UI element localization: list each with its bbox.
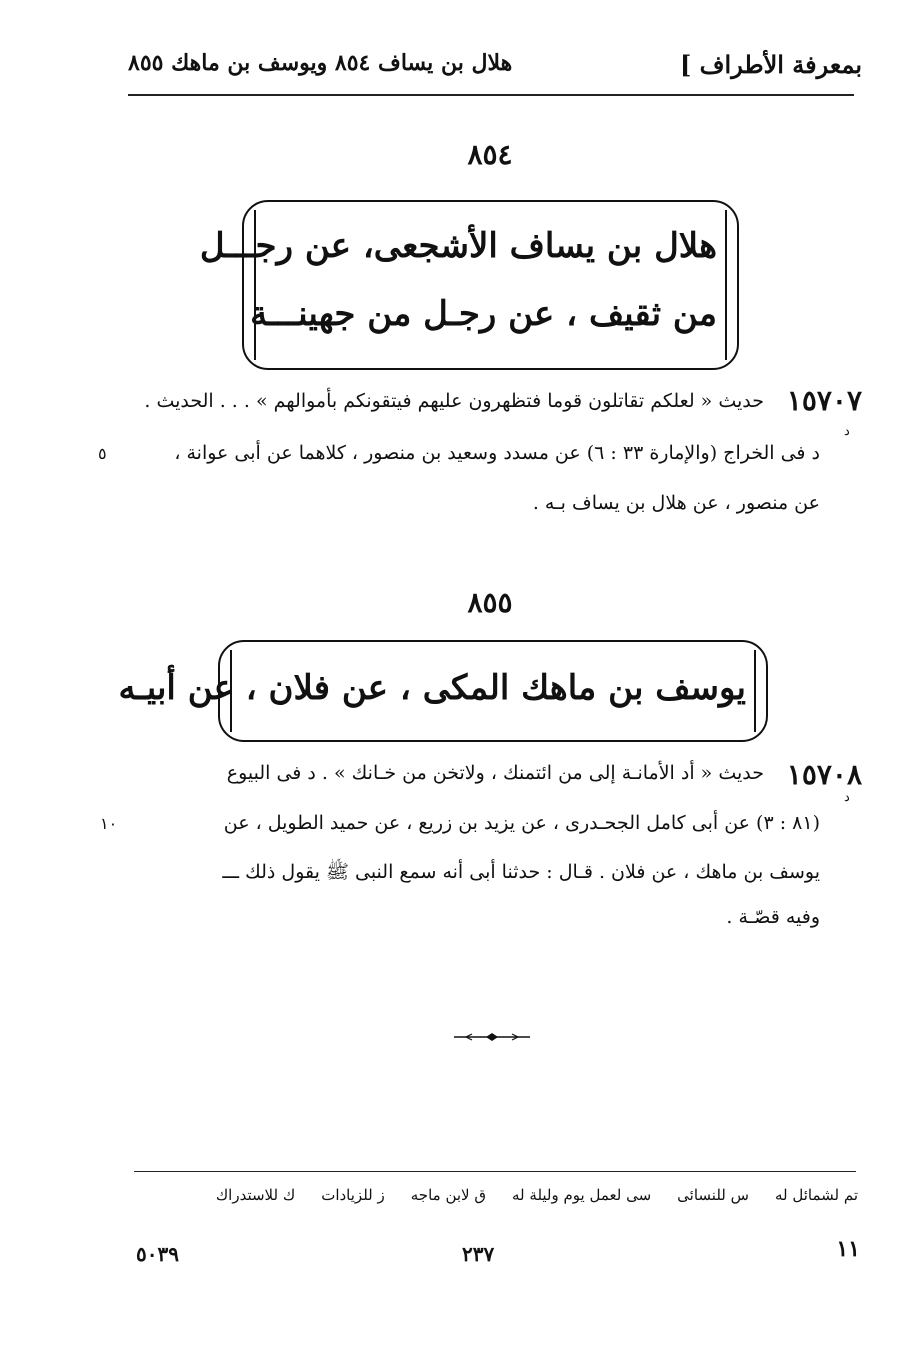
hadith-siglum: د [844,790,850,805]
narrator-line: هلال بن يساف الأشجعى، عن رجـــل [199,226,717,266]
hadith-text-line: د فى الخراج (والإمارة ٣٣ : ٦) عن مسدد وسعيد بن منصور ، كلاهما عن أبى عوانة ، [174,442,820,464]
running-count: ٥٠٣٩ [136,1242,179,1266]
siglum-entry: ز للزيادات [321,1186,385,1204]
line-number-marker: ٥ [98,444,107,463]
narrator-box [199,200,739,370]
footer-rule [134,1171,856,1172]
siglum-entry: سى لعمل يوم وليلة له [512,1186,652,1204]
hadith-text-line: عن منصور ، عن هلال بن يساف بـه . [532,492,820,514]
narrator-box [118,640,768,742]
running-header-title: بمعرفة الأطراف ] [679,50,862,79]
hadith-text-line: حديث « أد الأمانـة إلى من ائتمنك ، ولاتخن من خـانك » . د فى البيوع [226,762,764,784]
narrator-line: يوسف بن ماهك المكى ، عن فلان ، عن أبيـه [118,668,746,708]
hadith-number: ١٥٧٠٧ [786,384,862,417]
volume-number: ١١ [836,1236,860,1262]
siglum-entry: س للنسائى [677,1186,749,1204]
hadith-text-line: (٨١ : ٣) عن أبى كامل الجحـدرى ، عن يزيد بن زريع ، عن حميد الطويل ، عن [223,812,820,834]
line-number-marker: ١٠ [100,814,118,833]
narrator-line: من ثقيف ، عن رجـل من جهينـــة [250,294,717,334]
header-rule [128,94,854,96]
hadith-text-line: وفيه قصّـة . [726,906,820,928]
ornament-divider-icon [452,1030,532,1044]
section-number: ٨٥٥ [467,586,513,619]
siglum-entry: ك للاستدراك [215,1186,296,1204]
section-number: ٨٥٤ [467,138,513,171]
siglum-entry: تم لشمائل له [774,1186,858,1204]
running-header-entries: هلال بن يساف ٨٥٤ ويوسف بن ماهك ٨٥٥ [128,50,513,76]
siglum-entry: ق لابن ماجه [410,1186,487,1204]
hadith-siglum: د [844,424,850,439]
hadith-text-line: يوسف بن ماهك ، عن فلان . قـال : حدثنا أبى أنه سمع النبى ﷺ يقول ذلك ـــ [222,861,820,883]
hadith-text-line: حديث « لعلكم تقاتلون قوما فتظهرون عليهم فيتقونكم بأموالهم » . . . الحديث . [144,390,764,412]
sigla-key [216,1186,858,1204]
page-number: ٢٣٧ [462,1242,495,1266]
hadith-number: ١٥٧٠٨ [786,758,862,791]
